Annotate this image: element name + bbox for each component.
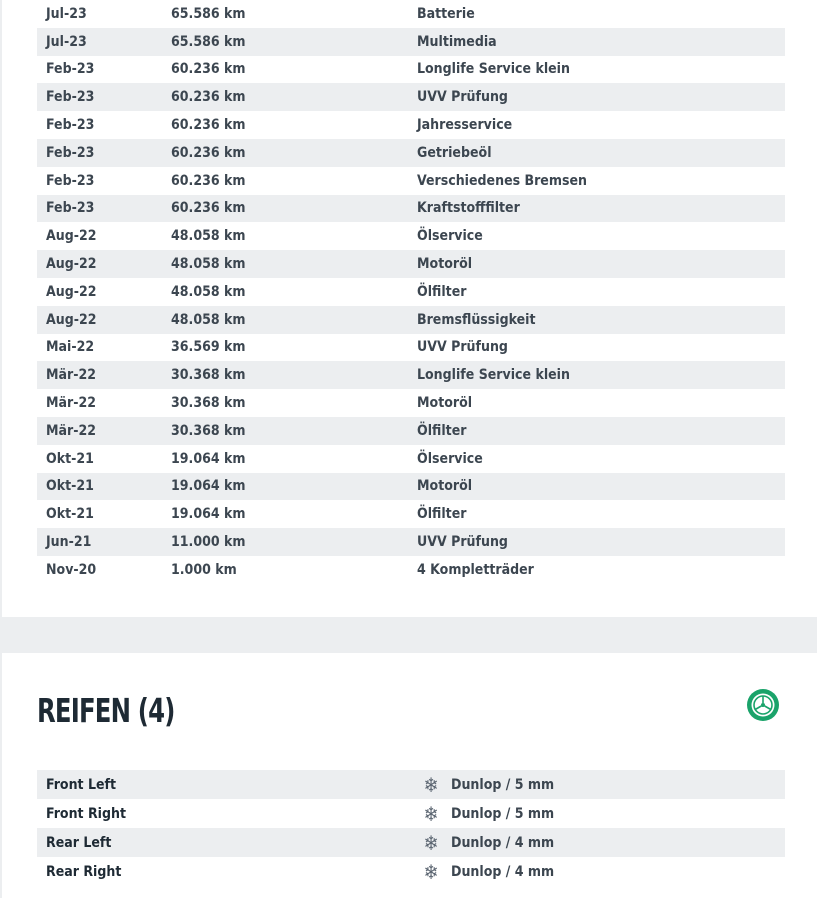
- service-date: Okt-21: [46, 506, 94, 523]
- service-mileage: 60.236 km: [171, 89, 246, 106]
- service-date: Jul-23: [46, 5, 87, 22]
- tyre-position: Rear Left: [46, 834, 112, 851]
- service-description: Ölfilter: [417, 283, 467, 300]
- service-date: Nov-20: [46, 561, 97, 578]
- snowflake-icon: ❄: [423, 859, 439, 884]
- tyre-spec: Dunlop / 5 mm: [451, 776, 555, 793]
- tyre-spec: Dunlop / 4 mm: [451, 863, 555, 880]
- service-date: Feb-23: [46, 200, 95, 217]
- service-row: [37, 139, 785, 167]
- service-row: [37, 445, 785, 473]
- tyre-spec: Dunlop / 5 mm: [451, 805, 555, 822]
- service-row: [37, 0, 785, 28]
- service-mileage: 65.586 km: [171, 5, 246, 22]
- service-description: Ölfilter: [417, 422, 467, 439]
- service-row: [37, 83, 785, 111]
- service-date: Okt-21: [46, 478, 94, 495]
- service-mileage: 60.236 km: [171, 61, 246, 78]
- service-description: Motoröl: [417, 478, 473, 495]
- tyres-card: [2, 653, 817, 898]
- service-row: [37, 361, 785, 389]
- service-description: Jahresservice: [417, 117, 513, 134]
- service-date: Aug-22: [46, 283, 97, 300]
- tyre-spec: Dunlop / 4 mm: [451, 834, 555, 851]
- service-row: [37, 389, 785, 417]
- service-mileage: 1.000 km: [171, 561, 237, 578]
- service-description: Ölfilter: [417, 506, 467, 523]
- snowflake-icon: ❄: [423, 772, 439, 797]
- service-row: [37, 500, 785, 528]
- tyre-row: [37, 857, 785, 886]
- service-mileage: 48.058 km: [171, 311, 246, 328]
- service-mileage: 19.064 km: [171, 450, 246, 467]
- service-description: UVV Prüfung: [417, 534, 508, 551]
- service-description: UVV Prüfung: [417, 89, 508, 106]
- snowflake-icon: ❄: [423, 801, 439, 826]
- service-date: Mär-22: [46, 395, 97, 412]
- service-mileage: 36.569 km: [171, 339, 246, 356]
- service-row: [37, 306, 785, 334]
- service-date: Feb-23: [46, 89, 95, 106]
- tyre-row: [37, 828, 785, 857]
- service-mileage: 30.368 km: [171, 367, 246, 384]
- service-mileage: 19.064 km: [171, 478, 246, 495]
- service-description: Kraftstofffilter: [417, 200, 520, 217]
- service-mileage: 48.058 km: [171, 283, 246, 300]
- service-date: Feb-23: [46, 61, 95, 78]
- service-description: Motoröl: [417, 256, 473, 273]
- service-description: Longlife Service klein: [417, 61, 570, 78]
- service-row: [37, 334, 785, 362]
- tyre-position: Front Right: [46, 805, 126, 822]
- service-row: [37, 556, 785, 584]
- service-mileage: 19.064 km: [171, 506, 246, 523]
- service-date: Aug-22: [46, 228, 97, 245]
- service-date: Aug-22: [46, 256, 97, 273]
- service-row: [37, 222, 785, 250]
- service-description: Longlife Service klein: [417, 367, 570, 384]
- service-row: [37, 417, 785, 445]
- service-row: [37, 528, 785, 556]
- service-mileage: 11.000 km: [171, 534, 246, 551]
- service-description: Bremsflüssigkeit: [417, 311, 536, 328]
- service-description: Ölservice: [417, 228, 483, 245]
- service-description: Ölservice: [417, 450, 483, 467]
- service-date: Okt-21: [46, 450, 94, 467]
- service-row: [37, 28, 785, 56]
- tyres-title: REIFEN (4): [37, 691, 175, 730]
- service-mileage: 60.236 km: [171, 144, 246, 161]
- service-date: Feb-23: [46, 144, 95, 161]
- service-description: Batterie: [417, 5, 475, 22]
- service-row: [37, 111, 785, 139]
- tyre-icon: [745, 687, 781, 723]
- tyre-position: Rear Right: [46, 863, 122, 880]
- service-mileage: 60.236 km: [171, 117, 246, 134]
- tyre-row: [37, 770, 785, 799]
- service-row: [37, 56, 785, 84]
- service-description: UVV Prüfung: [417, 339, 508, 356]
- service-description: Verschiedenes Bremsen: [417, 172, 587, 189]
- service-row: [37, 250, 785, 278]
- service-date: Jul-23: [46, 33, 87, 50]
- service-mileage: 65.586 km: [171, 33, 246, 50]
- service-mileage: 30.368 km: [171, 395, 246, 412]
- tyre-position: Front Left: [46, 776, 117, 793]
- service-mileage: 60.236 km: [171, 172, 246, 189]
- service-row: [37, 278, 785, 306]
- tyres-table: [37, 770, 785, 886]
- service-mileage: 60.236 km: [171, 200, 246, 217]
- service-mileage: 48.058 km: [171, 256, 246, 273]
- service-date: Mai-22: [46, 339, 95, 356]
- service-date: Mär-22: [46, 367, 97, 384]
- service-date: Feb-23: [46, 117, 95, 134]
- service-row: [37, 195, 785, 223]
- service-date: Mär-22: [46, 422, 97, 439]
- service-row: [37, 473, 785, 501]
- service-description: 4 Kompletträder: [417, 561, 534, 578]
- service-date: Aug-22: [46, 311, 97, 328]
- service-mileage: 48.058 km: [171, 228, 246, 245]
- service-description: Getriebeöl: [417, 144, 492, 161]
- tyre-row: [37, 799, 785, 828]
- service-description: Motoröl: [417, 395, 473, 412]
- service-date: Jun-21: [46, 534, 92, 551]
- service-mileage: 30.368 km: [171, 422, 246, 439]
- service-row: [37, 167, 785, 195]
- snowflake-icon: ❄: [423, 830, 439, 855]
- service-description: Multimedia: [417, 33, 497, 50]
- service-history-table: [37, 0, 785, 584]
- service-date: Feb-23: [46, 172, 95, 189]
- service-history-card: [2, 0, 817, 617]
